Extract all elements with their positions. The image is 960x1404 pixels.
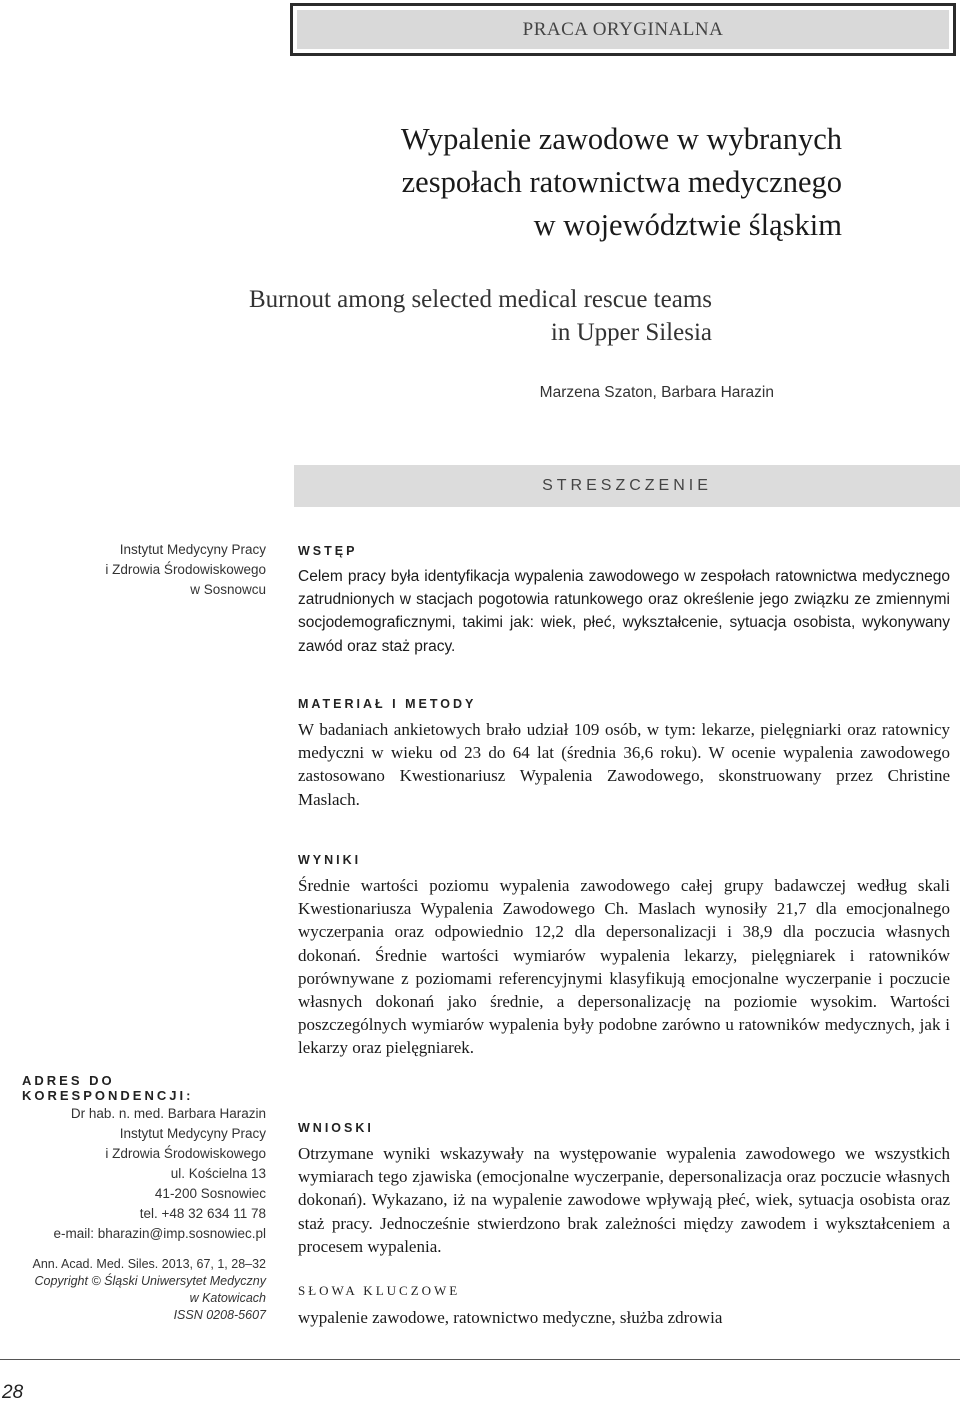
correspondence-address xyxy=(6,1104,266,1244)
section-keywords xyxy=(298,1283,950,1329)
footer-divider xyxy=(0,1359,960,1360)
section-body: Średnie wartości poziomu wypalenia zawodowego całej grupy badawczej według skali Kwestionariusza Wypalenia Zawodowego Ch. Maslach wynosiły 21,7 dla emocjonalnego wyczerpania oraz odpowiednio 12,2 dla depersonalizacji i 38,9 dla poczucia własnych dokonań. Średnie wartości wymiarów wypalenia lekarzy, pielęgniarek i ratowników porównywane z poziomami referencyjnymi klasyfikują emocjonalne wyczerpanie i poczucie własnych dokonań jako średnie, a depersonalizację na poziomie wysokim. Wartości poszczególnych wymiarów wypalenia były podobne zarówno u ratowników medycznych, jak i lekarzy oraz pielęgniarek. xyxy=(298,876,950,1058)
section-heading: WSTĘP xyxy=(298,544,358,558)
title-english-line: in Upper Silesia xyxy=(550,319,712,346)
section-results xyxy=(298,853,950,1060)
address-line: 41-200 Sosnowiec xyxy=(154,1186,266,1201)
title-polish-line: Wypalenie zawodowe w wybranych xyxy=(400,122,842,156)
section-methods xyxy=(298,697,950,811)
section-heading: MATERIAŁ I METODY xyxy=(298,697,477,711)
section-body: W badaniach ankietowych brało udział 109 osób, w tym: lekarze, pielęgniarki oraz ratownicy medyczni w wieku od 23 do 64 lat (średnia 36,6 roku). W ocenie wypalenia zawodowego zastosowano Kwestionariusz Wypalenia Zawodowego, skonstruowany przez Christine Maslach. xyxy=(298,720,950,809)
title-polish xyxy=(222,118,842,247)
address-line: i Zdrowia Środowiskowego xyxy=(105,1146,266,1161)
affiliation xyxy=(6,540,266,600)
section-body: Celem pracy była identyfikacja wypalenia zawodowego w zespołach ratownictwa medycznego zatrudnionych w stacjach pogotowia ratunkowego oraz określenie jego związku ze zmiennymi socjodemograficznymi, takimi jak: wiek, płeć, wykształcenie, sytuacja osobista, wykonywany zawód oraz staż pracy. xyxy=(298,568,950,655)
correspondence-heading: ADRES DO KORESPONDENCJI: xyxy=(22,1073,194,1103)
abstract-label: STRESZCZENIE xyxy=(542,477,712,494)
section-body: Otrzymane wyniki wskazywały na występowanie wypalenia zawodowego we wszystkich wymiarach tego zjawiska (emocjonalne wyczerpanie, depersonalizacja oraz poczucie własnych dokonań). Wykazano, iż na wypalenie zawodowe wpływają płeć, wiek, sytuacja osobista oraz staż pracy. Jednocześnie stwierdzono brak zależności między zawodem i wykształceniem a procesem wypalenia. xyxy=(298,1144,950,1256)
section-heading: WYNIKI xyxy=(298,853,362,867)
address-line: Instytut Medycyny Pracy xyxy=(119,1126,266,1141)
article-type-box xyxy=(290,3,956,56)
abstract-banner xyxy=(294,465,960,507)
copyright-place: w Katowicach xyxy=(189,1291,266,1305)
section-body: wypalenie zawodowe, ratownictwo medyczne, służba zdrowia xyxy=(298,1308,723,1327)
journal-citation: Ann. Acad. Med. Siles. 2013, 67, 1, 28–32 xyxy=(32,1257,266,1271)
address-line: tel. +48 32 634 11 78 xyxy=(139,1206,266,1221)
section-introduction xyxy=(298,544,950,658)
article-type-banner xyxy=(297,10,949,49)
section-conclusions xyxy=(298,1121,950,1258)
address-line: Dr hab. n. med. Barbara Harazin xyxy=(70,1106,266,1121)
affiliation-line: Instytut Medycyny Pracy xyxy=(119,542,266,557)
title-polish-line: zespołach ratownictwa medycznego xyxy=(401,165,842,199)
section-heading: WNIOSKI xyxy=(298,1121,374,1135)
title-polish-line: w województwie śląskim xyxy=(533,208,842,242)
citation-block xyxy=(6,1256,266,1324)
affiliation-line: i Zdrowia Środowiskowego xyxy=(105,562,266,577)
title-english xyxy=(112,283,712,349)
address-line: ul. Kościelna 13 xyxy=(170,1166,266,1181)
page-number: 28 xyxy=(2,1382,24,1403)
authors: Marzena Szaton, Barbara Harazin xyxy=(539,384,774,401)
issn: ISSN 0208-5607 xyxy=(173,1308,266,1322)
title-english-line: Burnout among selected medical rescue teams xyxy=(248,286,712,313)
copyright-line: Copyright © Śląski Uniwersytet Medyczny xyxy=(34,1274,266,1288)
section-heading: SŁOWA KLUCZOWE xyxy=(298,1283,461,1298)
article-type-label: PRACA ORYGINALNA xyxy=(522,18,724,40)
email-address: e-mail: bharazin@imp.sosnowiec.pl xyxy=(53,1226,266,1241)
affiliation-line: w Sosnowcu xyxy=(190,582,266,597)
